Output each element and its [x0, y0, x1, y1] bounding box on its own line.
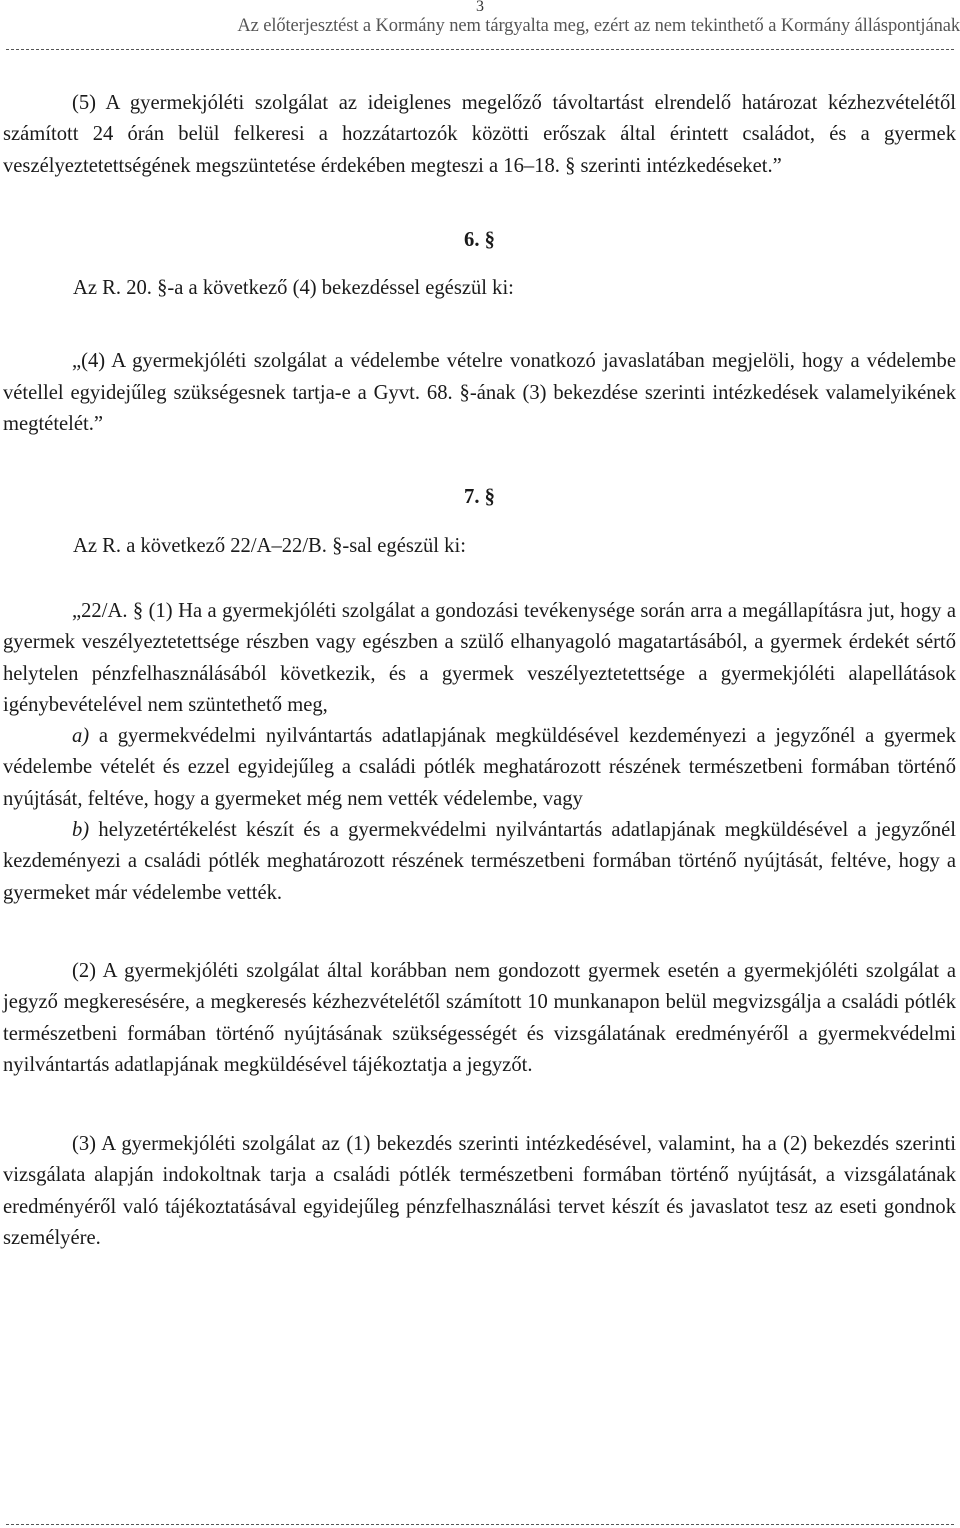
paragraph-4: „(4) A gyermekjóléti szolgálat a védelembe vételre vonatkozó javaslatában megjelöli, hogy a védelembe vétellel egyidejűleg szükségesnek tartja-e a Gyvt. 68. §-ának (3) bekezdése szerinti intézkedések valamelyikének megtételét.”	[3, 350, 956, 436]
point-b-letter: b)	[72, 819, 90, 842]
spacer	[3, 909, 956, 956]
paragraph-22a-2: (2) A gyermekjóléti szolgálat által korábban nem gondozott gyermek esetén a gyermekjóléti szolgálat a jegyző megkeresésére, a megkeresés kézhezvételétől számított 10 munkanapon belül megvizsgálja a családi pótlék természetbeni formában történő nyújtásának szükségességét és vizsgálatának eredményéről a gyermekvédelmi nyilvántartás adatlapjának megküldésével tájékoztatja a jegyzőt.	[3, 959, 956, 1076]
page-number: 3	[476, 0, 484, 15]
document-body	[3, 88, 956, 1254]
spacer	[3, 304, 956, 346]
spacer	[3, 440, 956, 482]
point-a-text: a gyermekvédelmi nyilvántartás adatlapjának megküldésével kezdeményezi a jegyzőnél a gyermek védelembe vételét és ezzel egyidejűleg a családi pótlék meghatározott részének természetbeni formában történő nyújtását, feltéve, hogy a gyermeket még nem vették védelembe, vagy	[3, 725, 956, 810]
footer-divider	[6, 1524, 954, 1525]
spacer	[3, 256, 956, 273]
paragraph-22a-3: (3) A gyermekjóléti szolgálat az (1) bekezdés szerinti intézkedésével, valamint, ha a (2) bekezdés szerinti vizsgálata alapján indokoltnak tarja a családi pótlék természetbeni formában történő nyújtását, a vizsgálatának eredményéről való tájékoztatásával egyidejűleg pénzfelhasználási tervet készít és javaslatot tesz az eseti gondnok személyére.	[3, 1133, 956, 1250]
point-a	[3, 721, 956, 815]
paragraph-22a-1: „22/A. § (1) Ha a gyermekjóléti szolgálat a gondozási tevékenysége során arra a megállapításra jut, hogy a gyermek veszélyeztetettsége részben vagy egészben a szülő elhanyagoló magatartásából, a gyermek érdekét sértő helytelen pénzfelhasználásából következik, és a gyermek veszélyeztetettsége a gyermekjóléti alapellátások igénybevételével nem szüntethető meg,	[3, 599, 956, 716]
spacer	[3, 562, 956, 596]
paragraph-5: (5) A gyermekjóléti szolgálat az ideiglenes megelőző távoltartást elrendelő határozat kézhezvételétől számított 24 órán belül felkeresi a hozzátartozók közötti erőszak által érintett családot, és a gyermek veszélyeztetettségének megszüntetése érdekében megteszi a 16–18. § szerinti intézkedéseket.”	[3, 92, 956, 177]
header-divider	[6, 49, 954, 50]
section-heading-7: 7. §	[464, 486, 495, 509]
spacer	[3, 182, 956, 225]
point-b	[3, 815, 956, 909]
spacer	[3, 514, 956, 531]
spacer	[3, 1081, 956, 1129]
header-disclaimer: Az előterjesztést a Kormány nem tárgyalta meg, ezért az nem tekinthető a Kormány álláspontjának	[237, 16, 960, 36]
amendment-intro-6: Az R. 20. §-a a következő (4) bekezdéssel egészül ki:	[73, 277, 514, 300]
point-a-letter: a)	[72, 725, 90, 748]
amendment-intro-7: Az R. a következő 22/A–22/B. §-sal egészül ki:	[73, 534, 466, 557]
section-heading-6: 6. §	[464, 228, 495, 251]
point-b-text: helyzetértékelést készít és a gyermekvédelmi nyilvántartás adatlapjának megküldésével a jegyzőnél kezdeményezi a családi pótlék meghatározott részének természetbeni formában történő nyújtását, feltéve, hogy a gyermeket már védelembe vették.	[3, 819, 956, 904]
